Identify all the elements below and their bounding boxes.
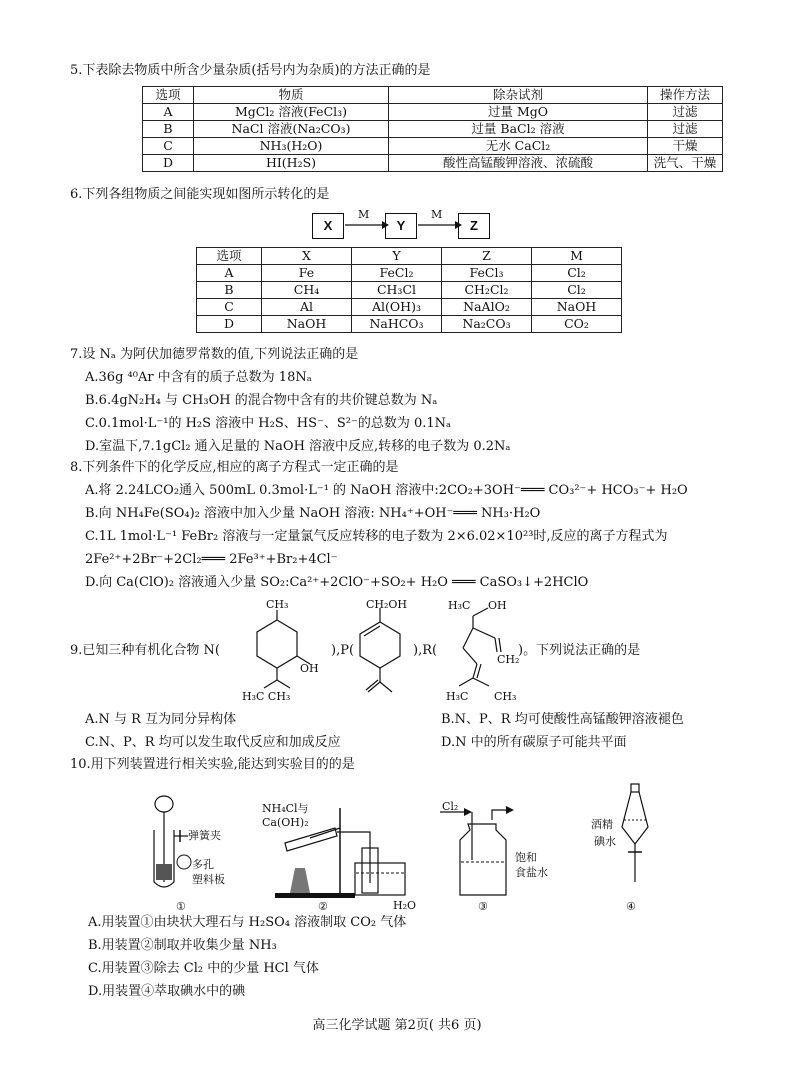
table-cell: MgCl₂ 溶液(FeCl₃) (194, 104, 389, 121)
question-10-stem: 10.用下列装置进行相关实验,能达到实验目的的是 (70, 757, 355, 772)
question-5-stem: 5.下表除去物质中所含少量杂质(括号内为杂质)的方法正确的是 (70, 63, 431, 78)
q10-option-b: B.用装置②制取并收集少量 NH₃ (88, 938, 277, 953)
table-cell: NaCl 溶液(Na₂CO₃) (194, 121, 389, 138)
header-cell: 操作方法 (648, 87, 723, 104)
flow-label-m1: M (358, 208, 370, 221)
r-ch2-label: CH₂ (497, 653, 520, 666)
table-cell: D (143, 155, 194, 172)
q9-option-d: D.N 中的所有碳原子可能共平面 (441, 735, 627, 750)
q10-option-d: D.用装置④萃取碘水中的碘 (88, 984, 246, 999)
table-row (143, 138, 723, 155)
header-cell: 选项 (143, 87, 194, 104)
table-cell: HI(H₂S) (194, 155, 389, 172)
table-cell: 酸性高锰酸钾溶液、浓硫酸 (389, 155, 648, 172)
table-cell: A (197, 265, 262, 282)
apparatus-3-brine-label-1: 饱和 (515, 851, 537, 864)
flow-label-m2: M (431, 208, 443, 221)
flow-arrows (0, 205, 794, 245)
apparatus-2-reagent-label-1: NH₄Cl与 (262, 802, 309, 815)
flow-box-y: Y (385, 213, 417, 239)
header-cell: M (532, 248, 622, 265)
n-ch3-label: CH₃ (266, 598, 289, 611)
table-cell: CH₂Cl₂ (442, 282, 532, 299)
table-cell: NaOH (262, 316, 352, 333)
structure-p (340, 598, 420, 708)
table-cell: NH₃(H₂O) (194, 138, 389, 155)
apparatus-3-number: ③ (478, 900, 488, 913)
table-cell: Na₂CO₃ (442, 316, 532, 333)
table-cell: A (143, 104, 194, 121)
r-oh-label: OH (488, 599, 507, 612)
apparatus-3-gas-label: Cl₂ (442, 800, 459, 813)
table-row (143, 155, 723, 172)
table-cell: 过量 MgO (389, 104, 648, 121)
n-isopropyl-label: H₃C CH₃ (242, 690, 291, 703)
table-cell: FeCl₃ (442, 265, 532, 282)
apparatus-3-brine-label-2: 食盐水 (515, 866, 548, 879)
q10-option-a: A.用装置①由块状大理石与 H₂SO₄ 溶液制取 CO₂ 气体 (88, 915, 407, 930)
flow-box-x: X (312, 213, 344, 239)
apparatus-2-number: ② (318, 900, 328, 913)
header-cell: Z (442, 248, 532, 265)
table-cell: Cl₂ (532, 282, 622, 299)
r-h3c-bottom-label: H₃C (446, 690, 469, 703)
flow-box-z: Z (458, 213, 490, 239)
table-row (197, 316, 622, 333)
q8-option-b: B.向 NH₄Fe(SO₄)₂ 溶液中加入少量 NaOH 溶液: NH₄⁺+OH⁻═══ NH₃·H₂O (85, 506, 541, 521)
n-oh-label: OH (300, 662, 319, 675)
header-cell: Y (352, 248, 442, 265)
table-header-row (197, 248, 622, 265)
table-cell: Fe (262, 265, 352, 282)
apparatus-2-reagent-label-2: Ca(OH)₂ (262, 816, 309, 829)
apparatus-4-alcohol-label: 酒精 (591, 818, 613, 831)
question-9-stem-b: ),P( (331, 643, 355, 658)
apparatus-1-plate-label-1: 多孔 (192, 858, 214, 871)
header-cell: 选项 (197, 248, 262, 265)
table-header-row (143, 87, 723, 104)
table-row (197, 282, 622, 299)
table-cell: 洗气、干燥 (648, 155, 723, 172)
q5-table (142, 86, 723, 172)
apparatus-1-plate-label-2: 塑料板 (192, 873, 225, 886)
question-7-stem: 7.设 Nₐ 为阿伏加德罗常数的值,下列说法正确的是 (70, 347, 359, 362)
table-row (143, 104, 723, 121)
question-9-stem-d: )。下列说法正确的是 (518, 643, 641, 658)
table-cell: 过滤 (648, 121, 723, 138)
q9-option-a: A.N 与 R 互为同分异构体 (85, 712, 237, 727)
header-cell: 除杂试剂 (389, 87, 648, 104)
table-cell: 过滤 (648, 104, 723, 121)
table-cell: NaHCO₃ (352, 316, 442, 333)
apparatus-1-number: ① (176, 900, 186, 913)
q7-option-a: A.36g ⁴⁰Ar 中含有的质子总数为 18Nₐ (85, 370, 312, 385)
q9-option-c: C.N、P、R 均可以发生取代反应和加成反应 (85, 735, 341, 750)
table-cell: Al (262, 299, 352, 316)
table-cell: C (197, 299, 262, 316)
table-cell: B (197, 282, 262, 299)
apparatus-4-number: ④ (626, 900, 636, 913)
q7-option-d: D.室温下,7.1gCl₂ 通入足量的 NaOH 溶液中反应,转移的电子数为 0.2Nₐ (85, 439, 511, 454)
table-cell: FeCl₂ (352, 265, 442, 282)
table-row (197, 299, 622, 316)
table-cell: NaAlO₂ (442, 299, 532, 316)
q9-option-b: B.N、P、R 均可使酸性高锰酸钾溶液褪色 (441, 712, 684, 727)
apparatus-2-water-label: H₂O (393, 899, 417, 912)
q6-table (196, 247, 622, 333)
header-cell: 物质 (194, 87, 389, 104)
q8-option-a: A.将 2.24LCO₂通入 500mL 0.3mol·L⁻¹ 的 NaOH 溶液中:2CO₂+3OH⁻═══ CO₃²⁻+ HCO₃⁻+ H₂O (85, 483, 688, 498)
q8-option-d: D.向 Ca(ClO)₂ 溶液通入少量 SO₂:Ca²⁺+2ClO⁻+SO₂+ H₂O ═══ CaSO₃↓+2HClO (85, 575, 589, 590)
table-row (143, 121, 723, 138)
table-cell: CH₄ (262, 282, 352, 299)
table-cell: 无水 CaCl₂ (389, 138, 648, 155)
table-cell: NaOH (532, 299, 622, 316)
question-9-stem-a: 9.已知三种有机化合物 N( (70, 643, 220, 658)
q8-option-c: C.1L 1mol·L⁻¹ FeBr₂ 溶液与一定量氯气反应转移的电子数为 2×6.02×10²³时,反应的离子方程式为 (85, 529, 668, 544)
apparatus-4-iodine-label: 碘水 (594, 835, 616, 848)
q7-option-c: C.0.1mol·L⁻¹的 H₂S 溶液中 H₂S、HS⁻、S²⁻的总数为 0.1Nₐ (85, 416, 452, 431)
table-cell: 干燥 (648, 138, 723, 155)
r-h3c-label: H₃C (448, 599, 471, 612)
table-cell: B (143, 121, 194, 138)
apparatus-1-clamp-label: 弹簧夹 (188, 829, 221, 842)
p-ch2oh-label: CH₂OH (366, 598, 408, 611)
q7-option-b: B.6.4gN₂H₄ 与 CH₃OH 的混合物中含有的共价键总数为 Nₐ (85, 393, 438, 408)
table-cell: 过量 BaCl₂ 溶液 (389, 121, 648, 138)
table-cell: Al(OH)₃ (352, 299, 442, 316)
table-cell: Cl₂ (532, 265, 622, 282)
table-cell: C (143, 138, 194, 155)
q10-option-c: C.用装置③除去 Cl₂ 中的少量 HCl 气体 (88, 961, 319, 976)
q8-option-c-equation: 2Fe²⁺+2Br⁻+2Cl₂═══ 2Fe³⁺+Br₂+4Cl⁻ (85, 552, 338, 567)
table-cell: CH₃Cl (352, 282, 442, 299)
header-cell: X (262, 248, 352, 265)
table-cell: D (197, 316, 262, 333)
page-footer: 高三化学试题 第2页( 共6 页) (312, 1018, 482, 1033)
question-6-stem: 6.下列各组物质之间能实现如图所示转化的是 (70, 187, 330, 202)
table-cell: CO₂ (532, 316, 622, 333)
r-ch3-bottom-label: CH₃ (494, 690, 517, 703)
question-9-stem-c: ),R( (413, 643, 438, 658)
table-row (197, 265, 622, 282)
question-8-stem: 8.下列条件下的化学反应,相应的离子方程式一定正确的是 (70, 460, 399, 475)
